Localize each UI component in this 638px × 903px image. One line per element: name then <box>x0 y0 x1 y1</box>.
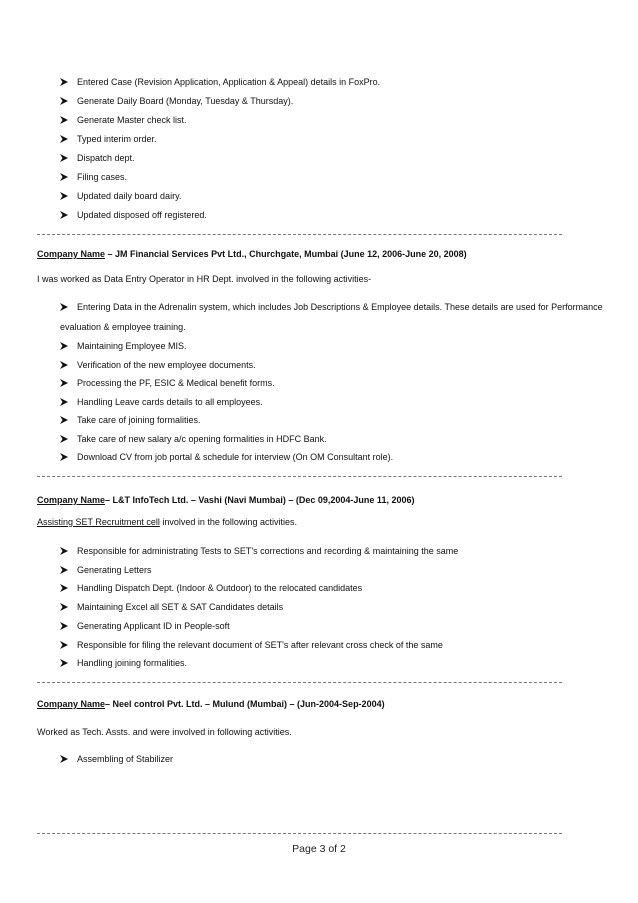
company-name-label: Company Name <box>37 699 106 709</box>
list-item-continuation: evaluation & employee training. <box>60 322 186 332</box>
company-details: – L&T InfoTech Ltd. – Vashi (Navi Mumbai) – (Dec 09,2004-June 11, 2006) <box>105 495 415 505</box>
arrow-bullet-icon <box>60 453 68 461</box>
arrow-bullet-icon <box>60 435 68 443</box>
arrow-bullet-icon <box>60 622 68 630</box>
arrow-bullet-icon <box>60 211 68 219</box>
company-intro <box>37 516 297 528</box>
page-number: Page 3 of 2 <box>292 843 346 855</box>
arrow-bullet-icon <box>60 566 68 574</box>
company-name-label: Company Name <box>37 495 106 505</box>
arrow-bullet-icon <box>60 584 68 592</box>
arrow-bullet-icon <box>60 659 68 667</box>
arrow-bullet-icon <box>60 78 68 86</box>
arrow-bullet-icon <box>60 641 68 649</box>
company-intro: I was worked as Data Entry Operator in HR Dept. involved in the following activities- <box>37 274 372 284</box>
arrow-bullet-icon <box>60 416 68 424</box>
company-intro: Worked as Tech. Assts. and were involved in following activities. <box>37 727 292 737</box>
arrow-bullet-icon <box>60 173 68 181</box>
company-heading <box>37 248 467 260</box>
arrow-bullet-icon <box>60 303 68 311</box>
arrow-bullet-icon <box>60 116 68 124</box>
arrow-bullet-icon <box>60 379 68 387</box>
arrow-bullet-icon <box>60 97 68 105</box>
arrow-bullet-icon <box>60 361 68 369</box>
arrow-bullet-icon <box>60 547 68 555</box>
arrow-bullet-icon <box>60 342 68 350</box>
divider <box>37 234 562 235</box>
arrow-bullet-icon <box>60 154 68 162</box>
company-heading <box>37 494 414 506</box>
company-name-label: Company Name <box>37 249 106 259</box>
arrow-bullet-icon <box>60 603 68 611</box>
divider <box>37 476 562 477</box>
company-details: – JM Financial Services Pvt Ltd., Churchgate, Mumbai (June 12, 2006-June 20, 2008) <box>105 249 467 259</box>
arrow-bullet-icon <box>60 398 68 406</box>
arrow-bullet-icon <box>60 192 68 200</box>
company-heading <box>37 698 385 710</box>
arrow-bullet-icon <box>60 755 68 763</box>
resume-page: Entered Case (Revision Application, Application & Appeal) details in FoxPro. Generate Daily Board (Monday, Tuesday & Thursday). Generate Master check list. Typed interim order. Dispatch dept. Filing cases. Updated daily board dairy. Updated disposed off registered. Company Name – JM Financial Services Pvt Ltd., Churchgate, Mumbai (June 12, 2006-June 20, 2008) I was worked as Data Entry Operator in HR Dept. involved in the following activities- Entering Data in the Adrenalin system, which includes Job Descriptions & Employee details. These details are used for Performance evaluation & employee training. Maintaining Employee MIS. Verification of the new employee documents. Processing the PF, ESIC & Medical benefit forms. Handling Leave cards details to all employees. Take care of joining formalities. Take care of new salary a/c opening formalities in HDFC Bank. Download CV from job portal & schedule for interview (On OM Consultant role). Company Name– L&T InfoTech Ltd. – Vashi (Navi Mumbai) – (Dec 09,2004-June 11, 2006) Assisting SET Recruitment cell involved in the following activities. Responsible for administrating Tests to SET's corrections and recording & maintaining the same Generating Letters Handling Dispatch Dept. (Indoor & Outdoor) to the relocated candidates Maintaining Excel all SET & SAT Candidates details Generating Applicant ID in People-soft Responsible for filing the relevant document of SET's after relevant cross check of the same Handling joining formalities. Company Name– Neel control Pvt. Ltd. – Mulund (Mumbai) – (Jun-2004-Sep-2004) Worked as Tech. Assts. and were involved in following activities. Assembling of Stabilizer Page 3 of 2 <box>0 0 638 903</box>
company-details: – Neel control Pvt. Ltd. – Mulund (Mumbai) – (Jun-2004-Sep-2004) <box>105 699 385 709</box>
company-intro-rest: involved in the following activities. <box>159 517 297 527</box>
arrow-bullet-icon <box>60 135 68 143</box>
company-intro-underlined: Assisting SET Recruitment cell <box>37 517 160 527</box>
divider <box>37 833 562 834</box>
divider <box>37 682 562 683</box>
